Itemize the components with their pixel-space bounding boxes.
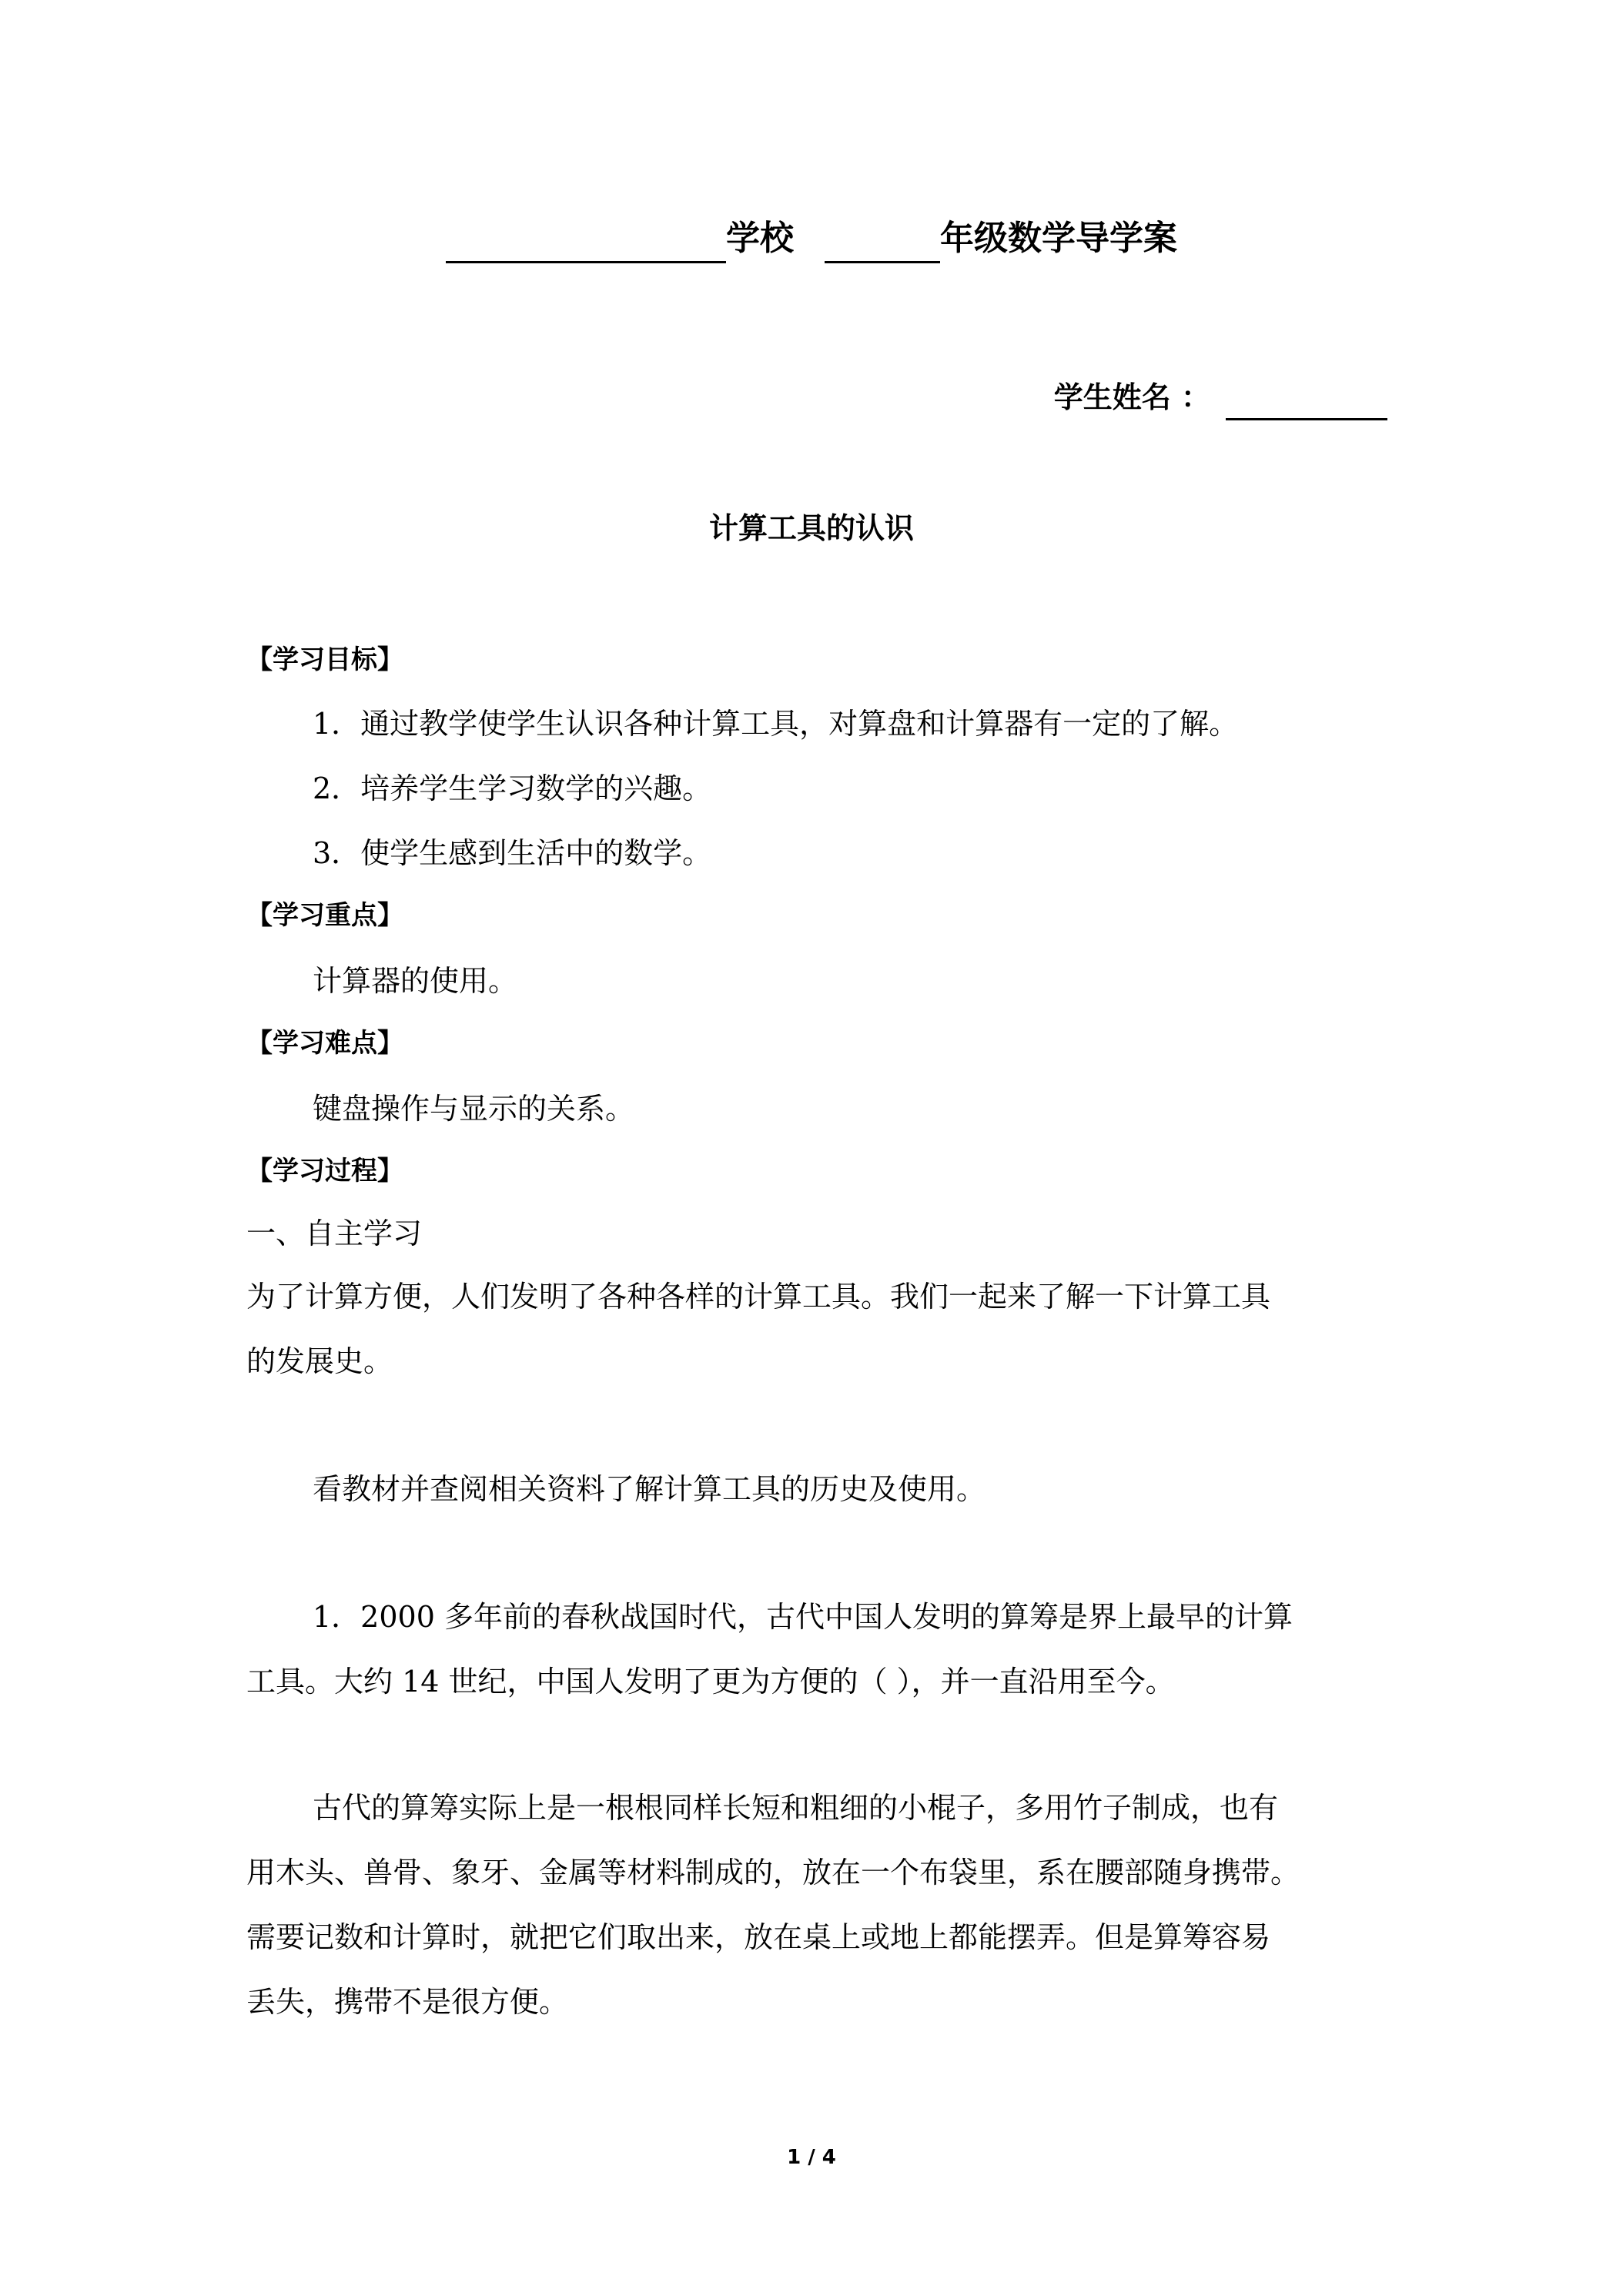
process-heading: 【学习过程】 [246, 1156, 403, 1186]
document-title [0, 214, 1623, 263]
process-subheading: 一、自主学习 [246, 1217, 423, 1250]
difficulties-heading: 【学习难点】 [246, 1028, 403, 1059]
student-name-blank[interactable] [1226, 384, 1387, 420]
student-name-label: 学生姓名 ： [1053, 380, 1210, 414]
paragraph-line: 丢失，携带不是很方便。 [246, 1985, 569, 2019]
grade-blank[interactable] [825, 227, 940, 263]
difficulties-text: 键盘操作与显示的关系。 [313, 1092, 635, 1126]
paragraph-line: 用木头、兽骨、象牙、金属等材料制成的，放在一个布袋里，系在腰部随身携带。 [246, 1856, 1300, 1889]
objective-item: 2．培养学生学习数学的兴趣。 [313, 771, 712, 805]
school-name-blank[interactable] [446, 227, 726, 263]
paragraph-line: 需要记数和计算时，就把它们取出来，放在桌上或地上都能摆弄。但是算筹容易 [246, 1920, 1271, 1954]
objective-item: 1．通过教学使学生认识各种计算工具，对算盘和计算器有一定的了解。 [313, 707, 1239, 741]
school-label: 学校 [726, 219, 794, 258]
question-line: 1．2000 多年前的春秋战国时代，古代中国人发明的算筹是界上最早的计算 [313, 1600, 1293, 1634]
lesson-title: 计算工具的认识 [708, 511, 914, 545]
objectives-heading: 【学习目标】 [246, 644, 403, 675]
key-points-heading: 【学习重点】 [246, 900, 403, 931]
question-line: 工具。大约 14 世纪，中国人发明了更为方便的（ ），并一直沿用至今。 [246, 1665, 1175, 1699]
page-number: 1 / 4 [787, 2146, 836, 2169]
paragraph-line: 古代的算筹实际上是一根根同样长短和粗细的小棍子，多用竹子制成，也有 [313, 1791, 1279, 1825]
grade-label: 年级数学导学案 [940, 219, 1177, 258]
key-points-text: 计算器的使用。 [313, 964, 518, 998]
objective-item: 3．使学生感到生活中的数学。 [313, 836, 712, 870]
instruction-text: 看教材并查阅相关资料了解计算工具的历史及使用。 [313, 1472, 986, 1506]
student-name-row [1054, 374, 1387, 420]
intro-line: 为了计算方便，人们发明了各种各样的计算工具。我们一起来了解一下计算工具 [246, 1280, 1271, 1314]
intro-line: 的发展史。 [246, 1344, 393, 1378]
